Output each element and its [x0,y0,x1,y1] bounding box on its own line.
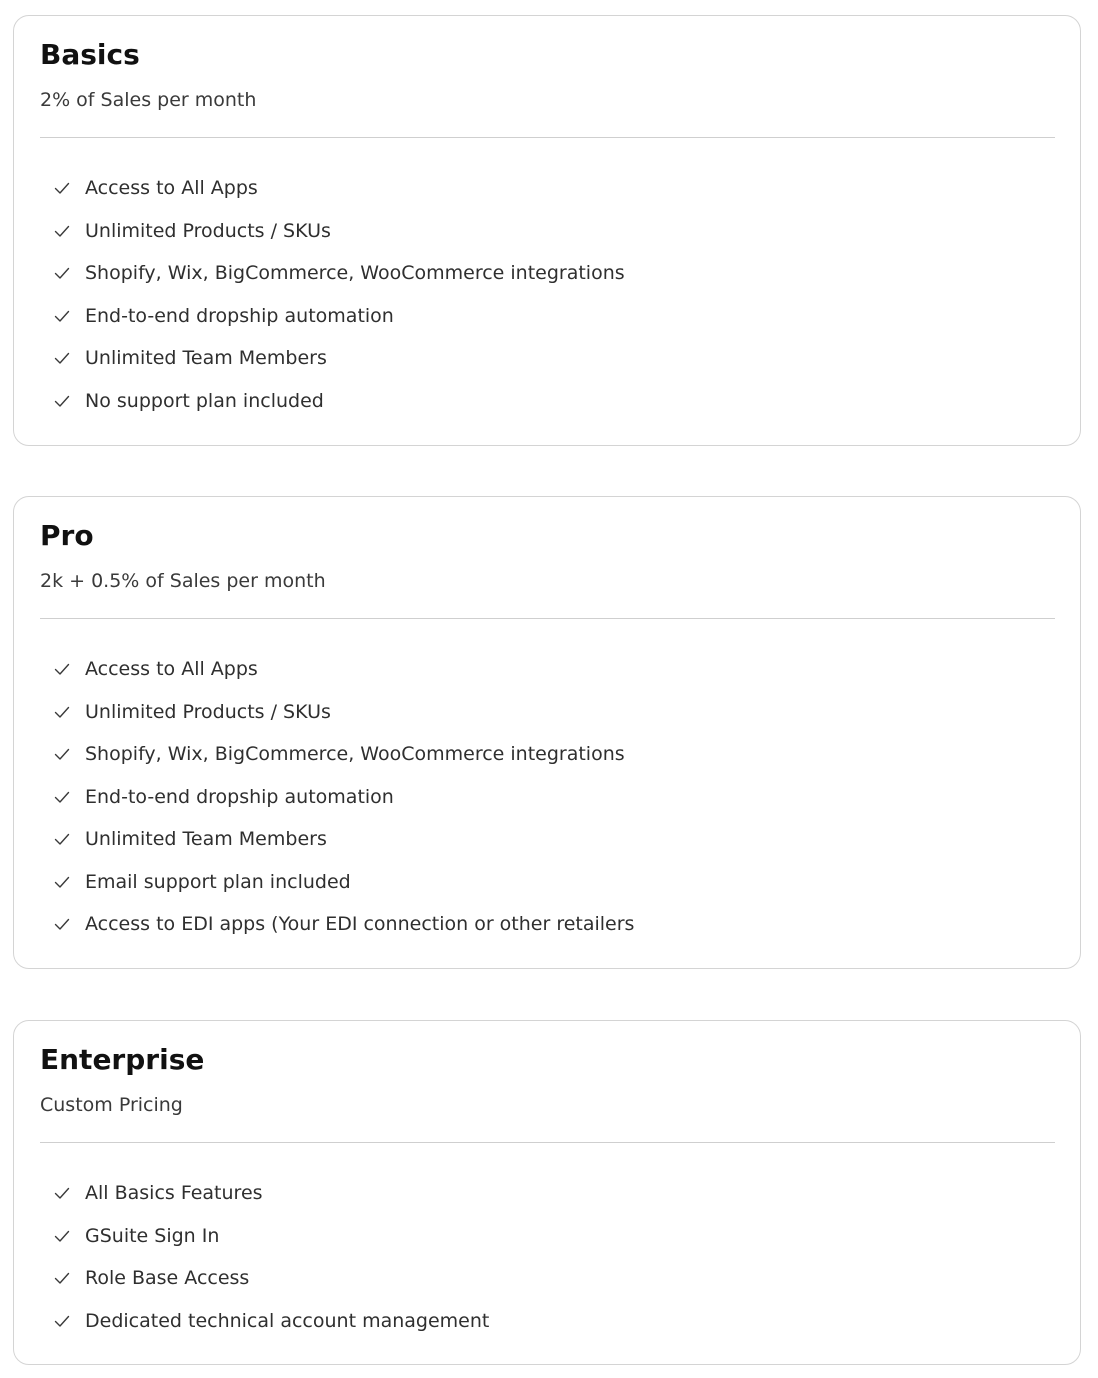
check-icon [54,704,70,720]
feature-label: Dedicated technical account management [85,1309,490,1332]
feature-list [54,648,634,946]
check-icon [54,1228,70,1244]
list-item [54,818,634,861]
list-item [54,776,634,819]
list-item [54,648,634,691]
check-icon [54,916,70,932]
feature-label: Access to EDI apps (Your EDI connection or other retailers [85,913,635,936]
list-item [54,252,625,295]
plan-title: Enterprise [40,1043,205,1076]
feature-label: Role Base Access [85,1267,250,1290]
list-item [54,691,634,734]
feature-label: No support plan included [85,389,324,412]
check-icon [54,350,70,366]
feature-list [54,167,625,422]
list-item [54,1215,489,1258]
check-icon [54,265,70,281]
list-item [54,903,634,946]
divider [40,618,1055,619]
check-icon [54,1185,70,1201]
feature-label: Unlimited Team Members [85,347,327,370]
feature-label: Unlimited Products / SKUs [85,700,331,723]
plan-card-enterprise [13,1020,1081,1365]
check-icon [54,789,70,805]
feature-label: Access to All Apps [85,658,258,681]
check-icon [54,223,70,239]
check-icon [54,393,70,409]
plan-card-pro [13,496,1081,969]
list-item [54,337,625,380]
feature-label: Email support plan included [85,870,351,893]
feature-label: End-to-end dropship automation [85,304,394,327]
feature-label: All Basics Features [85,1182,263,1205]
list-item [54,861,634,904]
plan-title: Pro [40,519,94,552]
check-icon [54,1270,70,1286]
divider [40,1142,1055,1143]
list-item [54,380,625,423]
feature-list [54,1172,489,1342]
feature-label: GSuite Sign In [85,1224,220,1247]
list-item [54,210,625,253]
feature-label: Shopify, Wix, BigCommerce, WooCommerce integrations [85,743,625,766]
list-item [54,1300,489,1343]
feature-label: Shopify, Wix, BigCommerce, WooCommerce integrations [85,262,625,285]
list-item [54,1172,489,1215]
feature-label: Access to All Apps [85,177,258,200]
plan-title: Basics [40,38,140,71]
check-icon [54,874,70,890]
check-icon [54,1313,70,1329]
check-icon [54,746,70,762]
plan-price: Custom Pricing [40,1094,183,1116]
check-icon [54,180,70,196]
check-icon [54,661,70,677]
plan-card-basics [13,15,1081,446]
check-icon [54,308,70,324]
list-item [54,167,625,210]
feature-label: Unlimited Team Members [85,828,327,851]
list-item [54,1257,489,1300]
list-item [54,733,634,776]
list-item [54,295,625,338]
feature-label: Unlimited Products / SKUs [85,219,331,242]
divider [40,137,1055,138]
plan-price: 2k + 0.5% of Sales per month [40,570,326,592]
plan-price: 2% of Sales per month [40,89,257,111]
feature-label: End-to-end dropship automation [85,785,394,808]
check-icon [54,831,70,847]
